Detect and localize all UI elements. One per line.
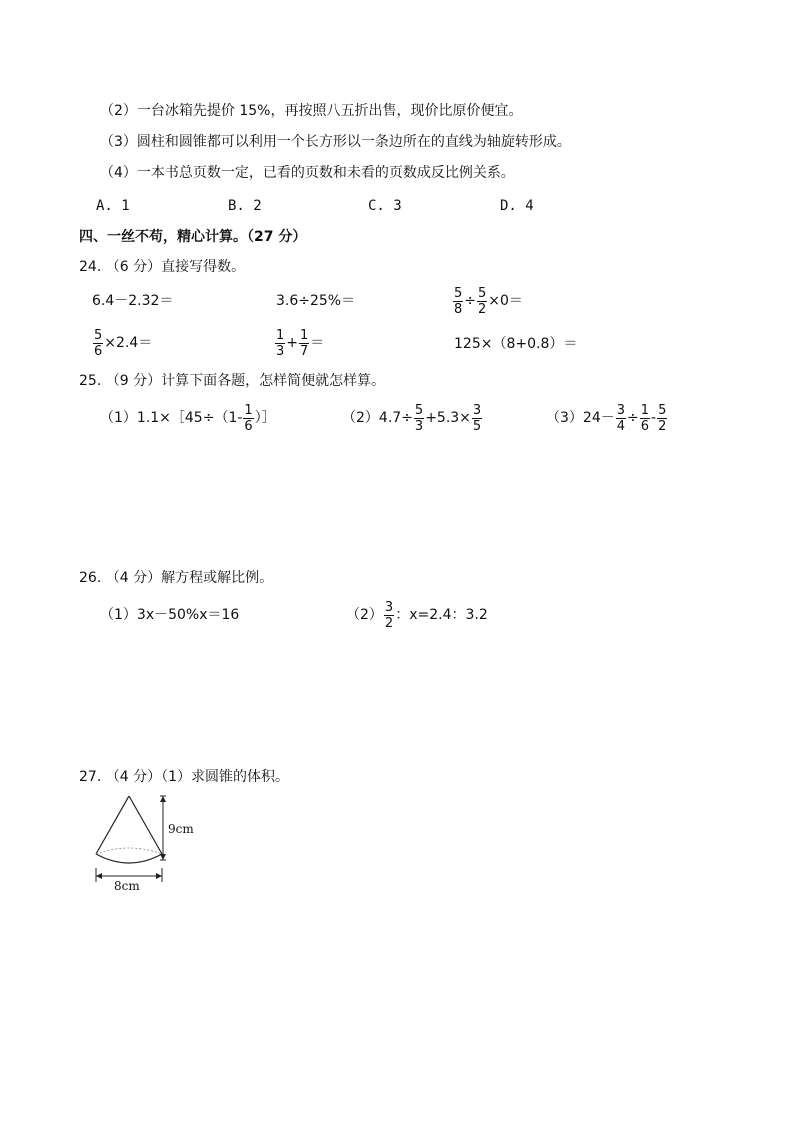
expression-head: （3）24－ xyxy=(546,410,615,426)
q24-title: 24. （6 分）直接写得数。 xyxy=(79,259,246,275)
fraction xyxy=(93,328,103,359)
q25-part-1 xyxy=(100,400,276,436)
numerator: 5 xyxy=(94,327,103,343)
operator: ÷ xyxy=(464,293,477,309)
statement-3: （3）圆柱和圆锥都可以利用一个长方形以一条边所在的直线为轴旋转形成。 xyxy=(100,134,571,150)
cone-left-side xyxy=(96,796,129,854)
numerator: 1 xyxy=(640,402,650,418)
fraction xyxy=(384,600,394,631)
fraction xyxy=(414,403,424,434)
height-arrow-down xyxy=(160,854,166,860)
fraction xyxy=(640,403,650,434)
diameter-arrow-left xyxy=(96,873,102,879)
cone-figure xyxy=(88,790,200,894)
height-label: 9cm xyxy=(168,822,194,836)
cone-right-side xyxy=(129,796,162,854)
denominator: 6 xyxy=(244,418,253,434)
q24-item-e xyxy=(274,326,324,360)
expression-tail: ）］ xyxy=(254,410,276,426)
numerator: 5 xyxy=(414,402,424,418)
operator: + xyxy=(286,335,299,351)
denominator: 6 xyxy=(94,343,103,359)
denominator: 8 xyxy=(454,301,463,317)
numerator: 5 xyxy=(454,285,463,301)
denominator: 7 xyxy=(300,343,309,359)
option-d: D. 4 xyxy=(500,198,534,214)
numerator: 1 xyxy=(276,327,285,343)
denominator: 5 xyxy=(472,418,482,434)
statement-4: （4）一本书总页数一定，已看的页数和未看的页数成反比例关系。 xyxy=(100,165,515,181)
numerator: 1 xyxy=(300,327,309,343)
fraction xyxy=(275,328,285,359)
cone-base-front xyxy=(96,854,162,863)
denominator: 2 xyxy=(658,418,667,434)
q26-title: 26. （4 分）解方程或解比例。 xyxy=(79,570,274,586)
expression-middle: +5.3× xyxy=(425,410,471,426)
section-4-heading: 四、一丝不苟，精心计算。（27 分） xyxy=(79,229,307,245)
numerator: 5 xyxy=(658,402,667,418)
expression-tail: ＝ xyxy=(310,335,325,351)
q24-item-f: 125×（8+0.8）＝ xyxy=(454,336,578,352)
fraction xyxy=(299,328,309,359)
cone-base-back xyxy=(96,848,162,854)
fraction xyxy=(657,403,667,434)
q24-item-c xyxy=(452,284,523,318)
q26-part-2 xyxy=(346,597,488,633)
option-a: A. 1 xyxy=(96,198,130,214)
height-arrow-up xyxy=(160,796,166,802)
denominator: 3 xyxy=(276,343,285,359)
q25-title: 25. （9 分）计算下面各题，怎样简便就怎样算。 xyxy=(79,373,386,389)
denominator: 3 xyxy=(414,418,424,434)
denominator: 6 xyxy=(640,418,650,434)
diameter-arrow-right xyxy=(156,873,162,879)
diameter-label: 8cm xyxy=(114,879,140,893)
q25-part-3 xyxy=(546,400,668,436)
expression-head: （1）1.1×［45÷（1- xyxy=(100,410,243,426)
expression-head: （2）4.7÷ xyxy=(342,410,413,426)
fraction xyxy=(477,286,487,317)
numerator: 3 xyxy=(384,599,394,615)
denominator: 4 xyxy=(616,418,626,434)
q26-part-1: （1）3x－50%x＝16 xyxy=(100,607,240,623)
q24-item-a: 6.4－2.32＝ xyxy=(92,293,174,309)
numerator: 3 xyxy=(472,402,482,418)
option-b: B. 2 xyxy=(228,198,262,214)
denominator: 2 xyxy=(384,615,394,631)
q25-part-2 xyxy=(342,400,483,436)
numerator: 1 xyxy=(244,402,253,418)
option-c: C. 3 xyxy=(368,198,402,214)
q24-item-b: 3.6÷25%＝ xyxy=(276,293,356,309)
expression-tail: ×0＝ xyxy=(488,293,523,309)
statement-2: （2）一台冰箱先提价 15%，再按照八五折出售，现价比原价便宜。 xyxy=(100,103,523,119)
operator: - xyxy=(651,410,657,426)
numerator: 3 xyxy=(616,402,626,418)
q24-item-d xyxy=(92,326,152,360)
denominator: 2 xyxy=(478,301,487,317)
fraction xyxy=(472,403,482,434)
numerator: 5 xyxy=(478,285,487,301)
fraction xyxy=(453,286,463,317)
fraction xyxy=(616,403,626,434)
operator: ÷ xyxy=(627,410,639,426)
q27-title: 27. （4 分）（1）求圆锥的体积。 xyxy=(79,769,289,785)
expression-tail: ：x=2.4：3.2 xyxy=(395,607,488,623)
expression-tail: ×2.4＝ xyxy=(104,335,153,351)
expression-head: （2） xyxy=(346,607,383,623)
cone-diagram xyxy=(88,790,200,894)
fraction xyxy=(243,403,253,434)
